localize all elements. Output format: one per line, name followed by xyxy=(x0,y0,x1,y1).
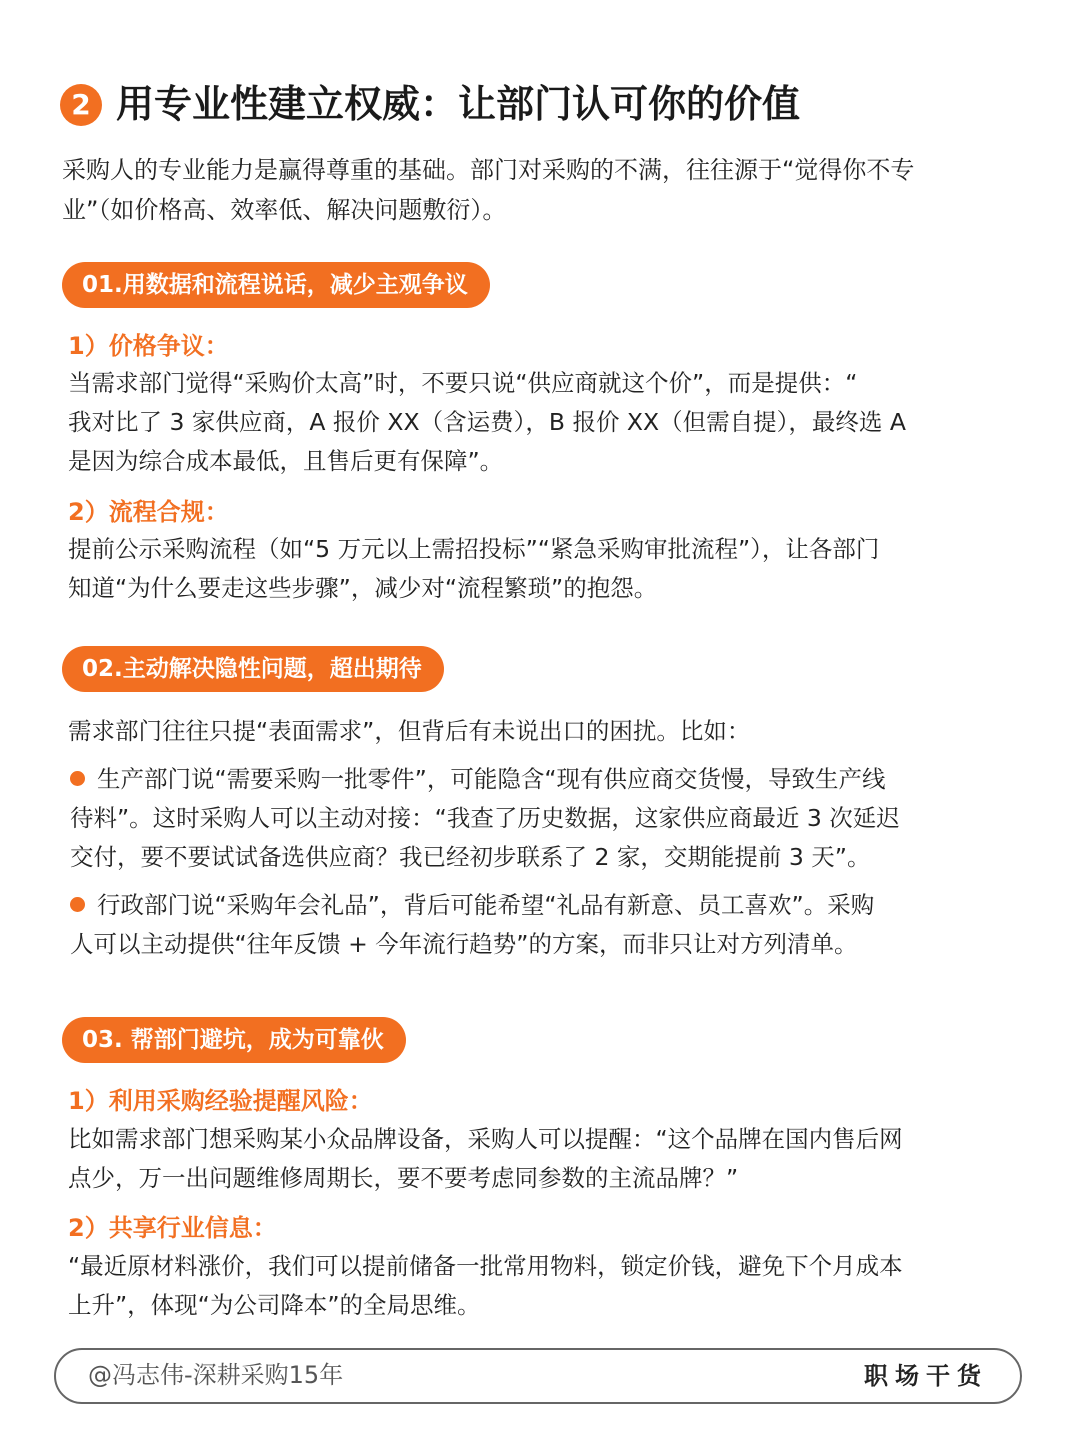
subheading-process-compliance: 2）流程合规： xyxy=(68,498,229,526)
risk-reminder-text xyxy=(68,1120,903,1198)
text-line: 当需求部门觉得“采购价太高”时，不要只说“供应商就这个价”，而是提供：“ xyxy=(68,369,858,397)
section-pill-03: 03. 帮部门避坑，成为可靠伙 xyxy=(62,1017,406,1063)
share-industry-info-text xyxy=(68,1247,903,1325)
text-line: 知道“为什么要走这些步骤”，减少对“流程繁琐”的抱怨。 xyxy=(68,574,658,602)
subheading-price-dispute: 1）价格争议： xyxy=(68,332,229,360)
text-line: 比如需求部门想采购某小众品牌设备，采购人可以提醒：“这个品牌在国内售后网 xyxy=(68,1125,903,1153)
text-line: 行政部门说“采购年会礼品”，背后可能希望“礼品有新意、员工喜欢”。采购 xyxy=(97,891,875,919)
text-line: 需求部门往往只提“表面需求”，但背后有未说出口的困扰。比如： xyxy=(68,717,751,745)
text-line: “最近原材料涨价，我们可以提前储备一批常用物料，锁定价钱，避免下个月成本 xyxy=(68,1252,903,1280)
text-line: 待料”。这时采购人可以主动对接：“我查了历史数据，这家供应商最近 3 次延迟 xyxy=(70,804,900,832)
footer-tag: 职场干货 xyxy=(864,1362,988,1390)
section-pill-01: 01.用数据和流程说话，减少主观争议 xyxy=(62,262,490,308)
subheading-share-industry-info: 2）共享行业信息： xyxy=(68,1214,277,1242)
text-line: 点少，万一出问题维修周期长，要不要考虑同参数的主流品牌？” xyxy=(68,1164,739,1192)
intro-line: 业”（如价格高、效率低、解决问题敷衍）。 xyxy=(62,196,507,224)
text-line: 生产部门说“需要采购一批零件”，可能隐含“现有供应商交货慢，导致生产线 xyxy=(97,765,886,793)
bullet-dot-icon xyxy=(70,897,85,912)
price-dispute-text xyxy=(68,364,906,481)
bullet-item-production xyxy=(70,760,900,877)
subheading-risk-reminder: 1）利用采购经验提醒风险： xyxy=(68,1087,373,1115)
page-title: 用专业性建立权威：让部门认可你的价值 xyxy=(116,82,801,126)
section-number-badge: 2 xyxy=(60,84,102,126)
footer-author: @冯志伟-深耕采购15年 xyxy=(88,1361,344,1389)
text-line: 是因为综合成本最低，且售后更有保障”。 xyxy=(68,447,504,475)
intro-paragraph xyxy=(62,150,1012,230)
section-pill-02: 02.主动解决隐性问题，超出期待 xyxy=(62,646,444,692)
bullet-item-admin xyxy=(70,886,874,964)
text-line: 提前公示采购流程（如“5 万元以上需招投标”“紧急采购审批流程”），让各部门 xyxy=(68,535,880,563)
process-compliance-text xyxy=(68,530,879,608)
text-line: 人可以主动提供“往年反馈 + 今年流行趋势”的方案，而非只让对方列清单。 xyxy=(70,930,858,958)
text-line: 上升”，体现“为公司降本”的全局思维。 xyxy=(68,1291,481,1319)
text-line: 交付，要不要试试备选供应商？我已经初步联系了 2 家，交期能提前 3 天”。 xyxy=(70,843,871,871)
intro-line: 采购人的专业能力是赢得尊重的基础。部门对采购的不满，往往源于“觉得你不专 xyxy=(62,156,915,184)
section2-intro xyxy=(68,712,750,751)
text-line: 我对比了 3 家供应商，A 报价 XX（含运费），B 报价 XX（但需自提），最终选 A xyxy=(68,408,906,436)
bullet-dot-icon xyxy=(70,771,85,786)
